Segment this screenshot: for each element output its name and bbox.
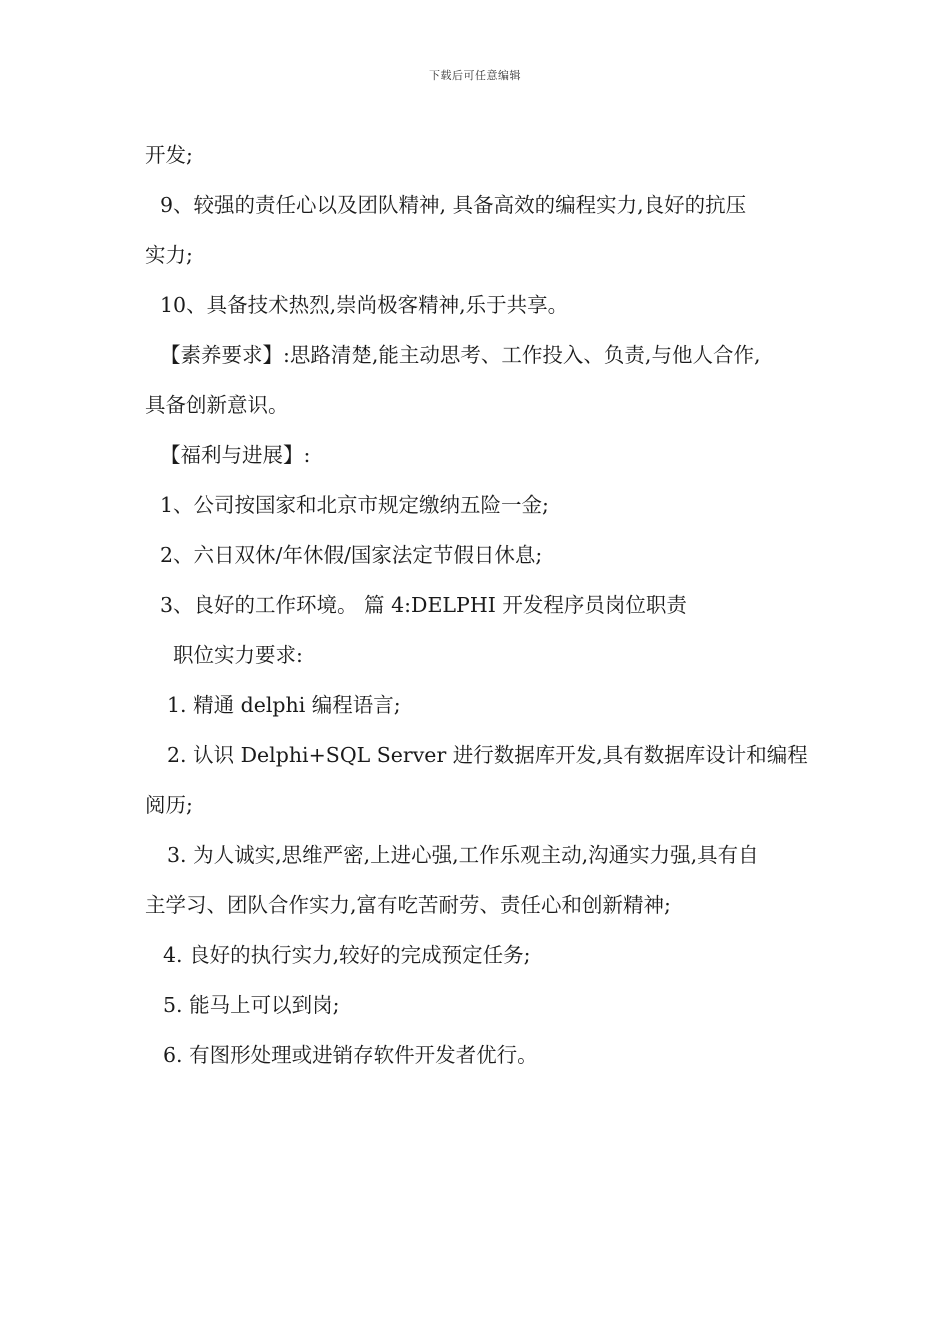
text-line: 4. 良好的执行实力,较好的完成预定任务; bbox=[163, 943, 531, 967]
text-line: 1、公司按国家和北京市规定缴纳五险一金; bbox=[160, 493, 549, 517]
text-line: 1. 精通 delphi 编程语言; bbox=[167, 693, 401, 717]
page-header: 下载后可任意编辑 bbox=[429, 69, 521, 82]
text-line: 2. 认识 Delphi+SQL Server 进行数据库开发,具有数据库设计和编程 bbox=[167, 743, 808, 767]
text-line: 3、良好的工作环境。 篇 4:DELPHI 开发程序员岗位职责 bbox=[160, 593, 687, 617]
text-line: 阅历; bbox=[145, 793, 193, 817]
text-line: 3. 为人诚实,思维严密,上进心强,工作乐观主动,沟通实力强,具有自 bbox=[167, 843, 759, 867]
text-line: 9、较强的责任心以及团队精神, 具备高效的编程实力,良好的抗压 bbox=[160, 193, 747, 217]
text-line: 2、六日双休/年休假/国家法定节假日休息; bbox=[160, 543, 543, 567]
text-line: 10、具备技术热烈,崇尚极客精神,乐于共享。 bbox=[160, 293, 569, 317]
text-line: 【福利与进展】: bbox=[160, 443, 311, 467]
text-line: 【素养要求】:思路清楚,能主动思考、工作投入、负责,与他人合作, bbox=[160, 343, 761, 367]
text-line: 6. 有图形处理或进销存软件开发者优行。 bbox=[163, 1043, 538, 1067]
text-line: 主学习、团队合作实力,富有吃苦耐劳、责任心和创新精神; bbox=[145, 893, 671, 917]
text-line: 开发; bbox=[145, 143, 193, 167]
text-line: 实力; bbox=[145, 243, 193, 267]
document-body bbox=[145, 130, 813, 1080]
text-line: 职位实力要求: bbox=[173, 643, 303, 667]
text-line: 5. 能马上可以到岗; bbox=[163, 993, 340, 1017]
text-line: 具备创新意识。 bbox=[145, 393, 289, 417]
